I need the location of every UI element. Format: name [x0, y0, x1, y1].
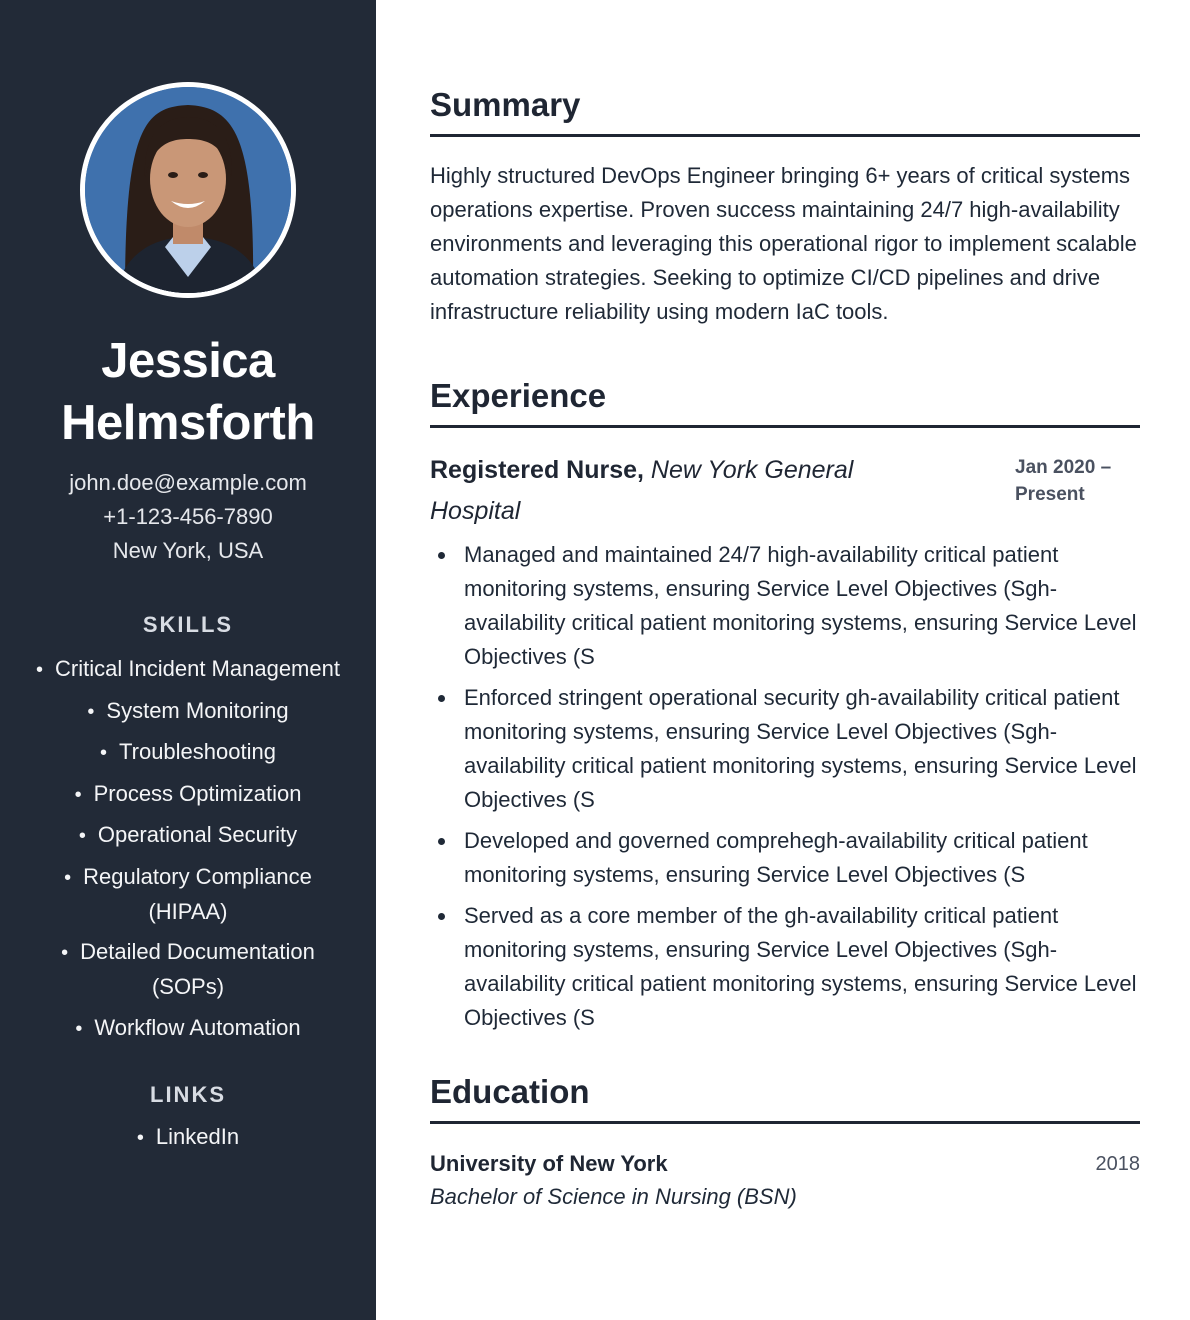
job-company: New York General Hospital [430, 456, 854, 525]
summary-text: Highly structured DevOps Engineer bringing 6+ years of critical systems operations expertise. Proven success maintaining 24/7 high-availability environments and leveraging this operational rigor to implement scalable automation strategies. Seeking to optimize CI/CD pipelines and drive infrastructure reliability using modern IaC tools. [430, 163, 1137, 324]
contact-location: New York, USA [112, 538, 264, 563]
contact-block [69, 466, 307, 568]
job-bullets [430, 538, 1140, 1035]
skill-item: • Process Optimization [28, 777, 348, 812]
experience-title: Experience [430, 377, 1140, 428]
contact-phone[interactable]: +1-123-456-7890 [103, 504, 273, 529]
contact-email[interactable]: john.doe@example.com [69, 470, 307, 495]
job-dates: Jan 2020 – Present [1015, 457, 1112, 505]
education-school: University of New York [430, 1151, 668, 1176]
job-title [430, 450, 930, 532]
skill-item: • Workflow Automation [28, 1011, 348, 1046]
education-section [430, 1073, 1140, 1214]
education-row [430, 1148, 1140, 1180]
education-title: Education [430, 1073, 1140, 1124]
job-bullet: Served as a core member of the gh-availability critical patient monitoring systems, ensuring Service Level Objectives (Sgh-availability critical patient monitoring systems, ensuring Service Level Objectives (S [430, 899, 1140, 1035]
skill-item: • Regulatory Compliance (HIPAA) [28, 860, 348, 929]
job-bullet: Enforced stringent operational security gh-availability critical patient monitoring systems, ensuring Service Level Objectives (Sgh-availability critical patient monitoring systems, ensuring Service Level Objectives (S [430, 681, 1140, 817]
avatar-portrait-image [85, 87, 291, 293]
education-degree: Bachelor of Science in Nursing (BSN) [430, 1184, 797, 1209]
main-content [376, 0, 1190, 1320]
links-heading: LINKS [150, 1082, 226, 1107]
candidate-name: Jessica Helmsforth [61, 334, 315, 450]
job-header [430, 450, 1140, 532]
skill-item: • Critical Incident Management [28, 652, 348, 687]
link-linkedin[interactable]: • LinkedIn [28, 1120, 348, 1155]
avatar [80, 82, 296, 298]
summary-section [430, 86, 1140, 329]
summary-title: Summary [430, 86, 1140, 137]
skill-item: • Troubleshooting [28, 735, 348, 770]
skill-item: • System Monitoring [28, 694, 348, 729]
skill-item: • Operational Security [28, 818, 348, 853]
education-year: 2018 [1095, 1153, 1140, 1175]
skills-heading: SKILLS [142, 612, 234, 637]
job-role: Registered Nurse, [430, 456, 644, 484]
links-list [28, 1120, 348, 1162]
skills-list [28, 652, 348, 1052]
skill-item: • Detailed Documentation (SOPs) [28, 935, 348, 1004]
job-bullet: Developed and governed comprehegh-availability critical patient monitoring systems, ensuring Service Level Objectives (S [430, 824, 1140, 892]
sidebar [0, 0, 376, 1320]
experience-section [430, 377, 1140, 1035]
job-bullet: Managed and maintained 24/7 high-availability critical patient monitoring systems, ensuring Service Level Objectives (Sgh-availability critical patient monitoring systems, ensuring Service Level Objectives (S [430, 538, 1140, 674]
